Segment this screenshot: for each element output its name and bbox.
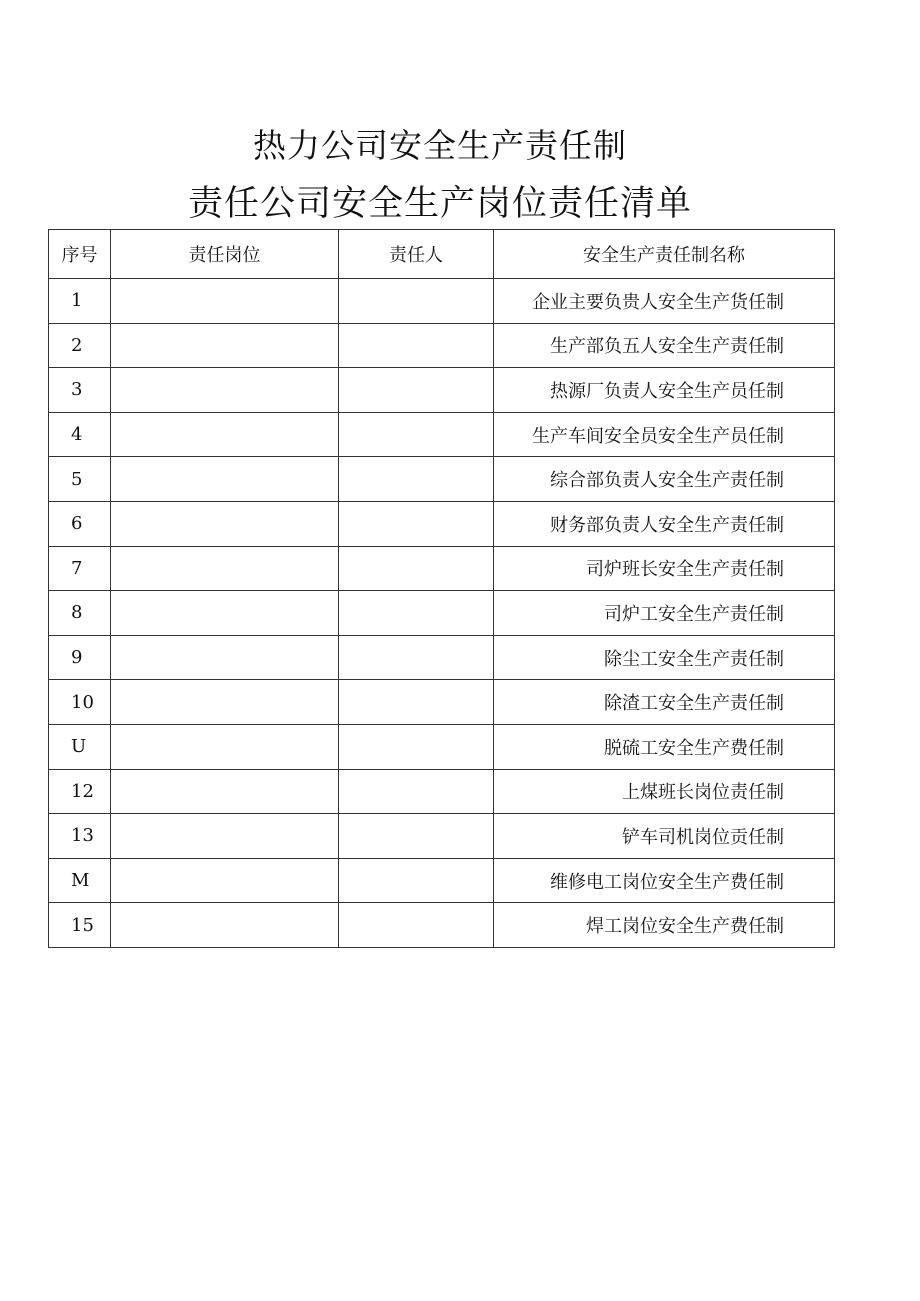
table-row xyxy=(49,680,835,725)
cell-serial-number: 5 xyxy=(49,457,111,502)
cell-responsible-position[interactable] xyxy=(111,680,339,725)
cell-serial-number: 12 xyxy=(49,769,111,814)
table-row xyxy=(49,724,835,769)
cell-serial-number: 13 xyxy=(49,814,111,859)
cell-responsible-position[interactable] xyxy=(111,903,339,948)
cell-responsibility-name: 除渣工安全生产责任制 xyxy=(494,680,835,725)
cell-responsible-position[interactable] xyxy=(111,457,339,502)
cell-responsibility-name: 热源厂负责人安全生产员任制 xyxy=(494,368,835,413)
header-responsible-position: 责任岗位 xyxy=(111,230,339,279)
cell-responsible-position[interactable] xyxy=(111,501,339,546)
cell-serial-number: 2 xyxy=(49,323,111,368)
cell-responsible-person[interactable] xyxy=(339,591,494,636)
cell-responsible-person[interactable] xyxy=(339,635,494,680)
table-row xyxy=(49,814,835,859)
cell-responsible-person[interactable] xyxy=(339,501,494,546)
cell-serial-number: 3 xyxy=(49,368,111,413)
cell-responsible-position[interactable] xyxy=(111,546,339,591)
table-row xyxy=(49,368,835,413)
cell-serial-number: 6 xyxy=(49,501,111,546)
table-header xyxy=(49,230,835,279)
table-row xyxy=(49,858,835,903)
cell-responsible-position[interactable] xyxy=(111,591,339,636)
cell-serial-number: 1 xyxy=(49,279,111,324)
cell-serial-number: 10 xyxy=(49,680,111,725)
cell-serial-number: U xyxy=(49,724,111,769)
table-row xyxy=(49,546,835,591)
cell-responsibility-name: 司炉工安全生产责任制 xyxy=(494,591,835,636)
table-row xyxy=(49,412,835,457)
cell-responsible-position[interactable] xyxy=(111,724,339,769)
header-responsible-person: 责任人 xyxy=(339,230,494,279)
table-body xyxy=(49,279,835,948)
cell-responsible-person[interactable] xyxy=(339,368,494,413)
cell-serial-number: 7 xyxy=(49,546,111,591)
cell-responsible-position[interactable] xyxy=(111,858,339,903)
table-row xyxy=(49,769,835,814)
cell-serial-number: 15 xyxy=(49,903,111,948)
cell-responsible-person[interactable] xyxy=(339,412,494,457)
cell-responsibility-name: 综合部负责人安全生产责任制 xyxy=(494,457,835,502)
cell-responsible-position[interactable] xyxy=(111,368,339,413)
cell-responsible-person[interactable] xyxy=(339,814,494,859)
cell-responsible-person[interactable] xyxy=(339,903,494,948)
header-row xyxy=(49,230,835,279)
table-row xyxy=(49,591,835,636)
table-row xyxy=(49,457,835,502)
cell-responsible-position[interactable] xyxy=(111,323,339,368)
cell-responsibility-name: 脱硫工安全生产费任制 xyxy=(494,724,835,769)
table-row xyxy=(49,323,835,368)
cell-responsibility-name: 财务部负责人安全生产责任制 xyxy=(494,501,835,546)
table-row xyxy=(49,279,835,324)
cell-responsibility-name: 铲车司机岗位贡任制 xyxy=(494,814,835,859)
cell-responsibility-name: 焊工岗位安全生产费任制 xyxy=(494,903,835,948)
cell-responsible-person[interactable] xyxy=(339,546,494,591)
cell-responsibility-name: 生产车间安全员安全生产员任制 xyxy=(494,412,835,457)
cell-responsibility-name: 生产部负五人安全生产责任制 xyxy=(494,323,835,368)
cell-serial-number: 9 xyxy=(49,635,111,680)
cell-serial-number: 4 xyxy=(49,412,111,457)
cell-responsibility-name: 维修电工岗位安全生产费任制 xyxy=(494,858,835,903)
header-serial-number: 序号 xyxy=(49,230,111,279)
cell-responsible-person[interactable] xyxy=(339,457,494,502)
document-subtitle: 责任公司安全生产岗位责任清单 xyxy=(187,184,692,224)
header-responsibility-name: 安全生产责任制名称 xyxy=(494,230,835,279)
cell-responsible-position[interactable] xyxy=(111,635,339,680)
table-row xyxy=(49,903,835,948)
table-row xyxy=(49,635,835,680)
cell-responsibility-name: 企业主要负贵人安全生产货任制 xyxy=(494,279,835,324)
cell-responsible-position[interactable] xyxy=(111,279,339,324)
cell-responsible-person[interactable] xyxy=(339,323,494,368)
cell-responsible-position[interactable] xyxy=(111,412,339,457)
document-title: 热力公司安全生产责任制 xyxy=(253,126,627,165)
cell-responsible-person[interactable] xyxy=(339,279,494,324)
cell-responsible-person[interactable] xyxy=(339,769,494,814)
cell-serial-number: 8 xyxy=(49,591,111,636)
cell-serial-number: M xyxy=(49,858,111,903)
cell-responsible-position[interactable] xyxy=(111,769,339,814)
cell-responsibility-name: 上煤班长岗位责任制 xyxy=(494,769,835,814)
table-row xyxy=(49,501,835,546)
cell-responsibility-name: 除尘工安全生产责任制 xyxy=(494,635,835,680)
cell-responsible-person[interactable] xyxy=(339,724,494,769)
responsibility-table xyxy=(48,229,835,948)
cell-responsibility-name: 司炉班长安全生产责任制 xyxy=(494,546,835,591)
cell-responsible-person[interactable] xyxy=(339,680,494,725)
cell-responsible-position[interactable] xyxy=(111,814,339,859)
cell-responsible-person[interactable] xyxy=(339,858,494,903)
